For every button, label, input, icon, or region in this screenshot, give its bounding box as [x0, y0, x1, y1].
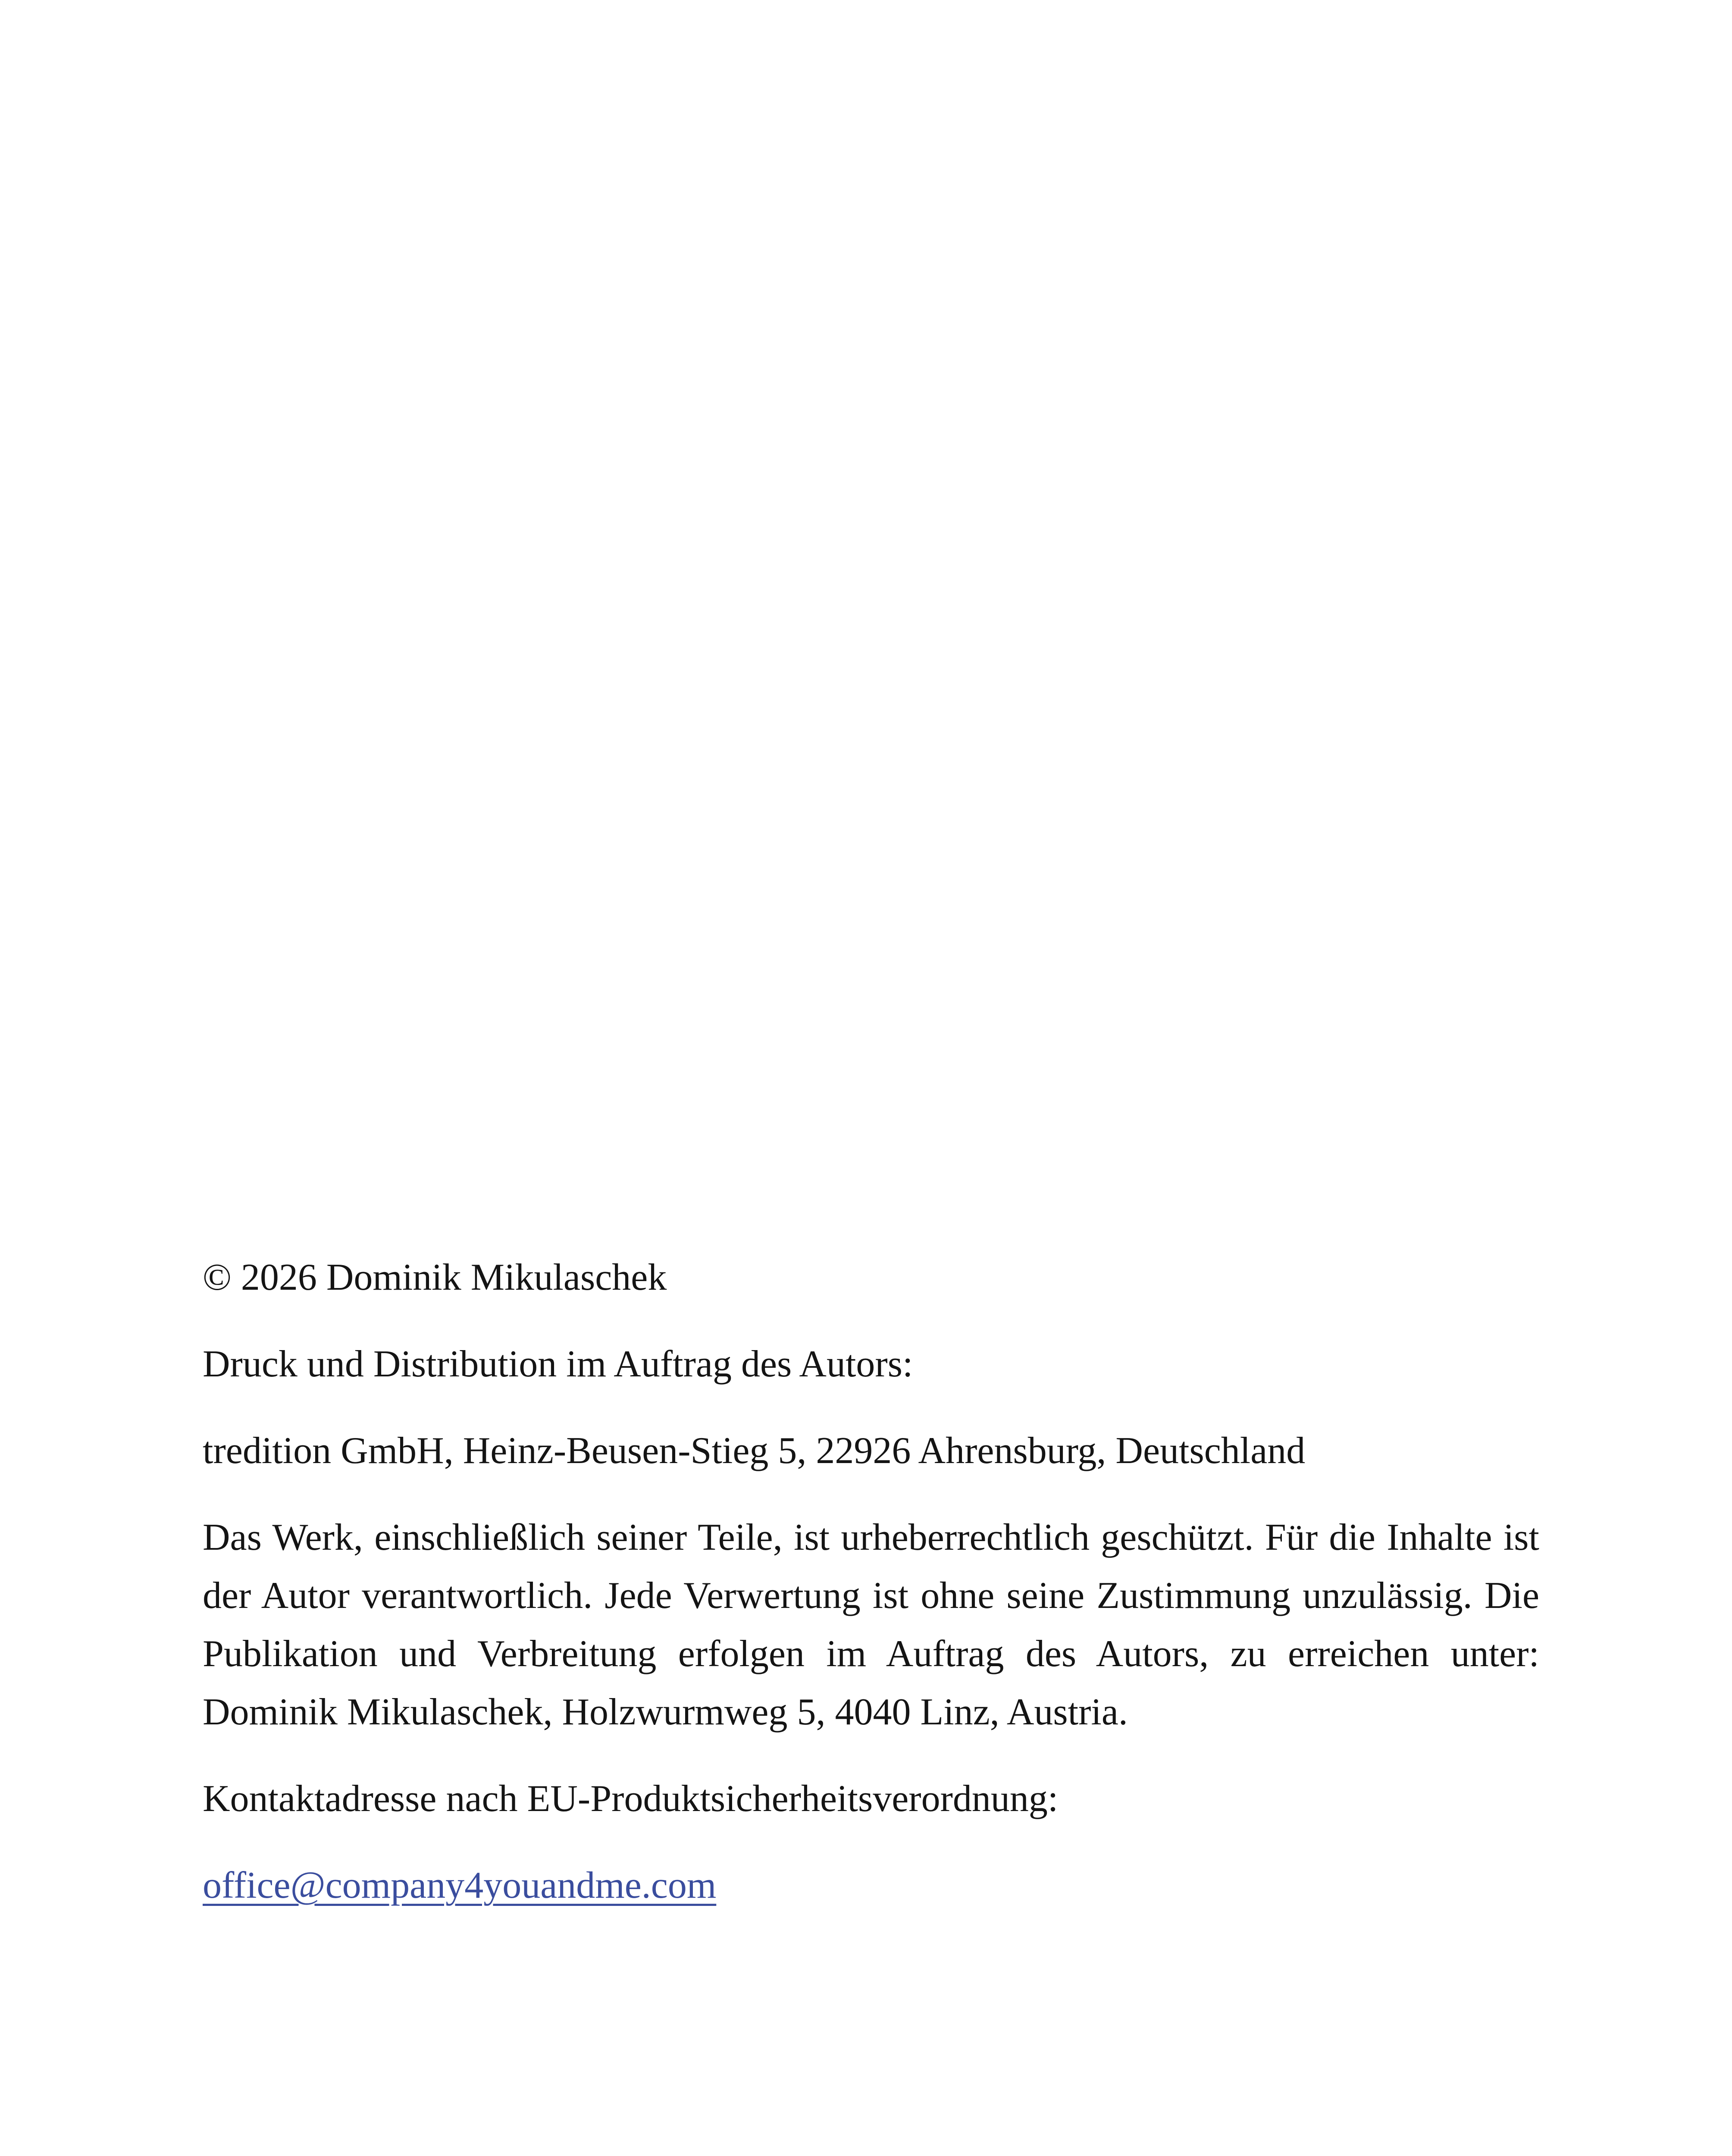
contact-heading: Kontaktadresse nach EU-Produktsicherheitsverordnung:	[203, 1778, 1059, 1820]
contact-email-line	[203, 1856, 1539, 1915]
legal-notice-paragraph: Das Werk, einschließlich seiner Teile, ist urheberrechtlich geschützt. Für die Inhalte ist der Autor verantwortlich. Jede Verwertung ist ohne seine Zustimmung unzulässig. Die Publikation und Verbreitung erfolgen im Auftrag des Autors, zu erreichen unter: Dominik Mikulaschek, Holzwurmweg 5, 4040 Linz, Austria.	[203, 1517, 1539, 1733]
printing-distribution-line: Druck und Distribution im Auftrag des Autors:	[203, 1343, 913, 1385]
publisher-address: tredition GmbH, Heinz-Beusen-Stieg 5, 22926 Ahrensburg, Deutschland	[203, 1430, 1306, 1472]
contact-email-link[interactable]: office@company4youandme.com	[203, 1865, 717, 1906]
copyright-line: © 2026 Dominik Mikulaschek	[203, 1257, 667, 1298]
imprint-block	[203, 1248, 1539, 1943]
